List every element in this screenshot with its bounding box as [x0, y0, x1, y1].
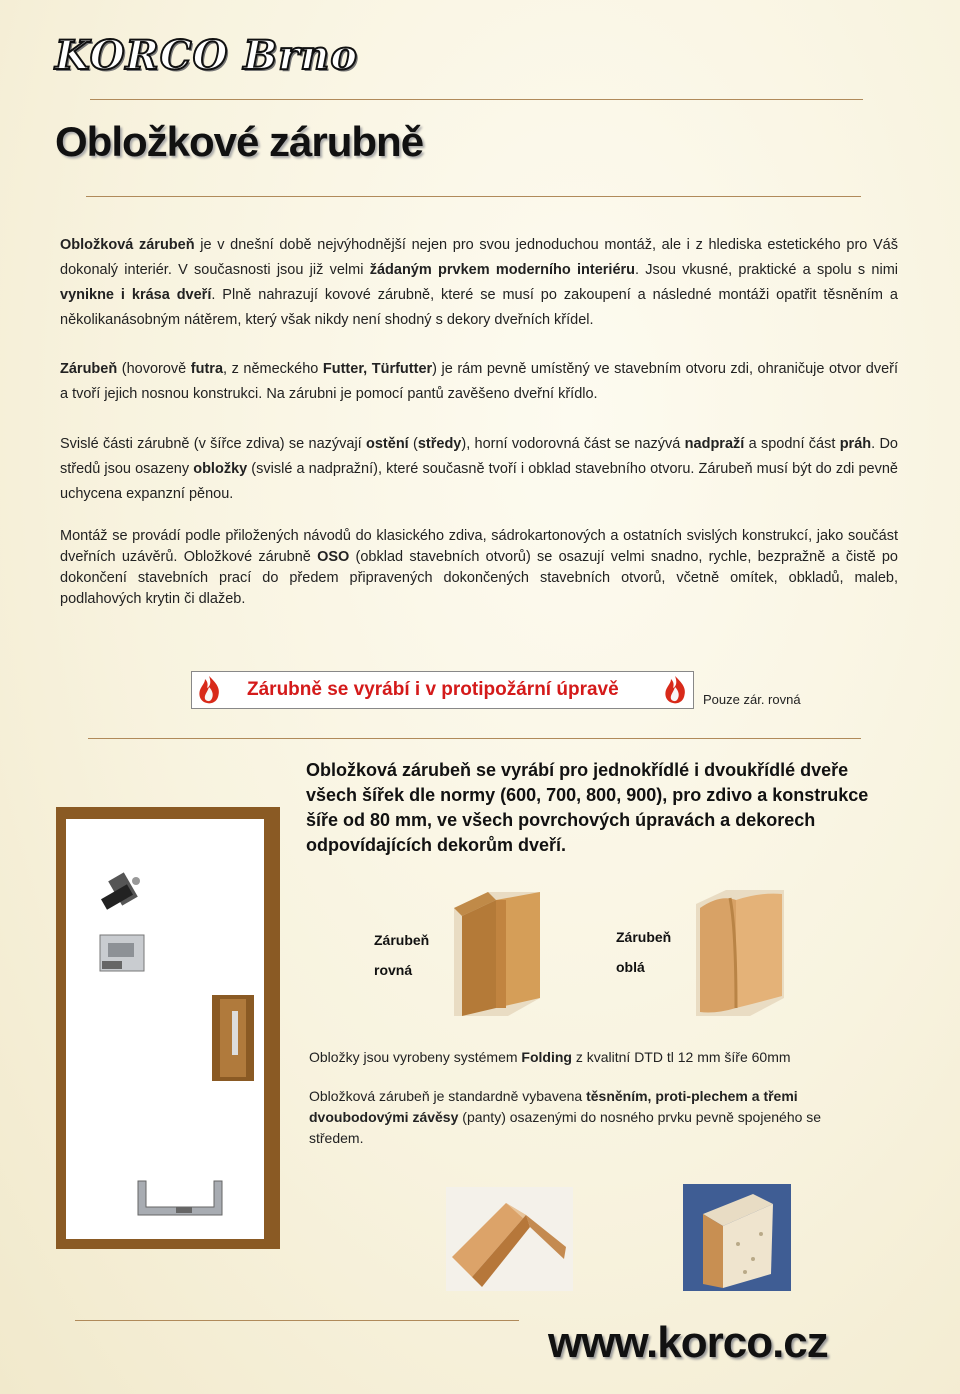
- definition-paragraph: [60, 357, 898, 407]
- body-text: Obložky jsou vyrobeny systémem: [309, 1049, 522, 1065]
- chipboard-profile-image: [683, 1184, 791, 1291]
- parts-paragraph: [60, 432, 898, 507]
- corner-joint-image: [446, 1187, 573, 1291]
- emphasis-text: žádaným prvkem moderního interiéru: [369, 262, 636, 278]
- emphasis-text: Zárubeň: [60, 361, 118, 377]
- body-text: (hovorově: [117, 361, 191, 377]
- emphasis-text: obložky: [193, 461, 248, 477]
- body-text: Obložková zárubeň je standardně vybavena: [309, 1088, 587, 1104]
- body-text: a spodní část: [744, 436, 840, 452]
- straight-frame-image: [448, 888, 548, 1021]
- body-text: Svislé části zárubně (v šířce zdiva) se nazývají: [60, 436, 366, 452]
- fire-banner-text: Zárubně se vyrábí i v protipožární úpravě: [247, 679, 619, 700]
- emphasis-text: Futter, Türfutter: [322, 361, 433, 377]
- rounded-frame-image: [690, 888, 790, 1021]
- body-text: (obklad stavebních otvorů) se osazují velmi snadno, rychle, bezpražně a čistě po dokončení stavebních prací do předem připravených dokončených stavebních otvorů, včetně omítek, obkladů, maleb, podlahových krytin či dlažeb.: [60, 549, 898, 607]
- divider: [75, 1320, 519, 1321]
- body-text: . Do středů jsou osazeny: [60, 436, 898, 477]
- body-text: z kvalitní DTD tl 12 mm šíře 60mm: [571, 1049, 791, 1065]
- body-text: ) je rám pevně umístěný ve stavebním otvoru zdi, ohraničuje otvor dveří a tvoří jejich nosnou konstrukci. Na zárubni je pomocí pantů zavěšeno dveřní křídlo.: [60, 361, 899, 402]
- label-rounded-frame: Zárubeň oblá: [616, 929, 672, 975]
- body-text: je v dnešní době nejvýhodnější nejen pro svou jednoduchou montáž, ale i z hlediska estetického pro Váš dokonalý interiér. V současnosti jsou již velmi: [60, 237, 898, 278]
- product-headline: Obložková zárubeň se vyrábí pro jednokřídlé i dvoukřídlé dveře všech šířek dle normy (600, 700, 800, 900), pro zdivo a konstrukce šíře od 80 mm, ve všech povrchových úpravách a dekorech odpovídajících dekorům dveří.: [306, 760, 869, 855]
- equipment-note: [309, 1086, 869, 1149]
- emphasis-text: vynikne i krása dveří: [60, 287, 212, 303]
- website-url[interactable]: www.korco.cz: [548, 1318, 828, 1367]
- divider: [90, 99, 863, 100]
- body-text: ), horní vodorovná část se nazývá: [461, 436, 685, 452]
- emphasis-text: nadpraží: [684, 436, 745, 452]
- emphasis-text: těsněním, proti-plechem a třemi dvoubodovými závěsy: [309, 1088, 798, 1125]
- emphasis-text: Obložková zárubeň: [60, 237, 195, 253]
- emphasis-text: futra: [190, 361, 224, 377]
- flame-icon: [196, 675, 222, 705]
- strike-plate-icon: [98, 931, 148, 976]
- door-opening: [66, 819, 264, 1239]
- body-text: (panty) osazenými do nosného prvku pevně spojeného se středem.: [309, 1109, 822, 1146]
- hinge-detail-image: [212, 995, 254, 1081]
- door-frame-image: [56, 807, 280, 1249]
- divider: [88, 738, 861, 739]
- body-text: . Jsou vkusné, praktické a spolu s nimi: [635, 262, 898, 278]
- emphasis-text: Folding: [521, 1049, 572, 1065]
- page-title: Obložkové zárubně: [55, 118, 424, 165]
- emphasis-text: středy: [417, 436, 462, 452]
- flame-icon: [662, 675, 688, 705]
- body-text: (svislé a nadpražní), které současně tvoří i obklad stavebního otvoru. Zárubeň musí být do zdi pevně uchycena expanzní pěnou.: [60, 461, 898, 502]
- hinge-icon: [96, 869, 151, 929]
- body-text: (: [408, 436, 418, 452]
- body-text: , z německého: [223, 361, 323, 377]
- body-text: . Plně nahrazují kovové zárubně, které se musí po zakoupení a následné montáži opatřit těsněním a několikanásobným nátěrem, který však nikdy není shodný s dekory dveřních křídel.: [60, 287, 898, 328]
- company-logo: KORCO Brno: [55, 32, 359, 79]
- emphasis-text: ostění: [366, 436, 409, 452]
- fire-note: Pouze zár. rovná: [703, 692, 801, 707]
- threshold-clip-icon: [136, 1177, 224, 1221]
- folding-note: [309, 1047, 869, 1068]
- label-straight-frame: Zárubeň rovná: [374, 932, 430, 978]
- intro-paragraph: [60, 233, 898, 333]
- emphasis-text: OSO: [317, 549, 350, 565]
- divider: [86, 196, 861, 197]
- emphasis-text: práh: [839, 436, 872, 452]
- fire-resistant-banner: [191, 671, 694, 709]
- body-text: Montáž se provádí podle přiložených návodů do klasického zdiva, sádrokartonových a ostatních svislých konstrukcí, jako součást dveřních uzávěrů. Obložkové zárubně: [60, 528, 898, 565]
- assembly-paragraph: [60, 526, 898, 610]
